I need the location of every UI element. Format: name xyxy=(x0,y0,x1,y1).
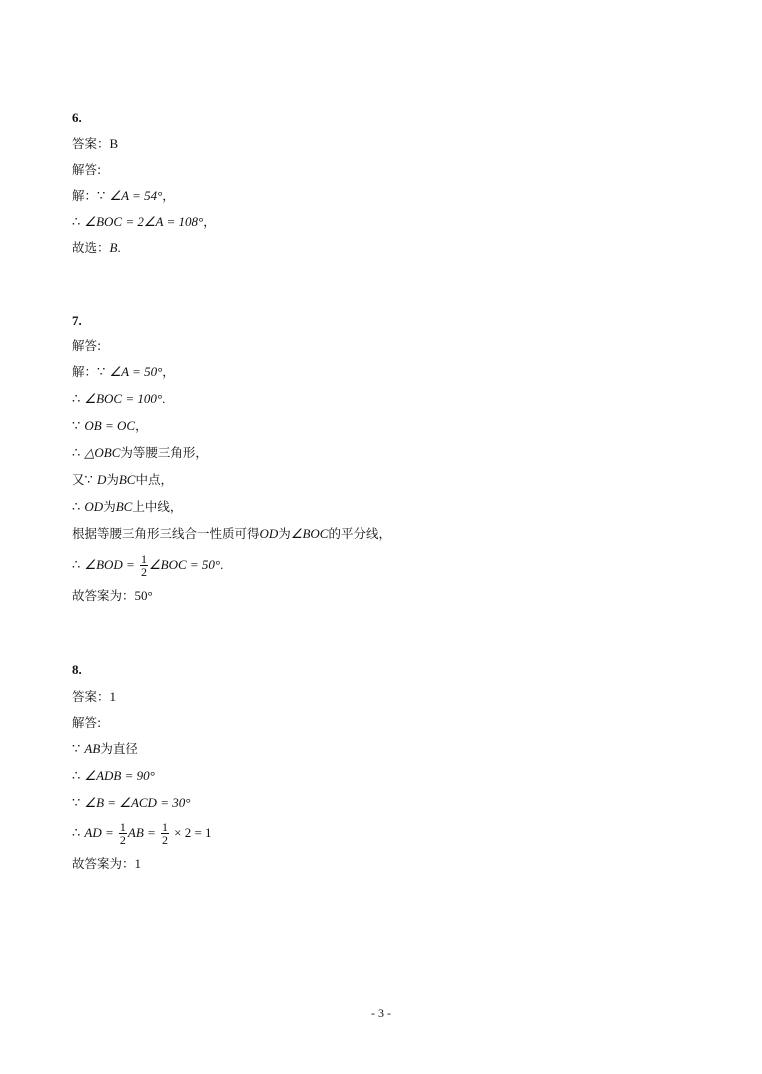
q8-line-2 xyxy=(72,768,155,785)
q7-l1-prefix: 解： xyxy=(72,364,98,379)
fraction-numerator: 1 xyxy=(140,552,147,566)
q7-number: 7. xyxy=(72,313,82,328)
therefore-symbol: ∴ xyxy=(72,768,81,783)
fraction-one-half xyxy=(119,821,127,846)
therefore-symbol: ∴ xyxy=(72,445,81,460)
because-symbol: ∵ xyxy=(72,418,81,433)
fraction-numerator: 1 xyxy=(161,820,168,834)
q7-l7-math-2: ∠BOC xyxy=(290,526,329,541)
fraction-denominator: 2 xyxy=(140,565,147,579)
q8-solution-label: 解答: xyxy=(72,715,102,730)
q6-line-1 xyxy=(72,188,175,205)
therefore-symbol: ∴ xyxy=(72,391,81,406)
q7-line-1 xyxy=(72,364,175,381)
q7-l7-text-3: 的平分线， xyxy=(328,526,391,541)
q8-answer-value: 1 xyxy=(109,689,117,704)
q6-l1-math: ∠A = 54° xyxy=(109,188,163,203)
q8-line-3 xyxy=(72,795,190,812)
q8-l4-math-1: AD = xyxy=(84,825,114,840)
q8-l3-math: ∠B = ∠ACD = 30° xyxy=(84,795,191,810)
q6-l3-tail: . xyxy=(117,240,121,255)
fraction-denominator: 2 xyxy=(161,833,168,847)
page-number: - 3 - xyxy=(371,1006,391,1020)
q7-l3-math: OB = OC xyxy=(84,418,136,433)
q7-l6-text-1: 为 xyxy=(103,499,116,514)
q8-l4-math-3: × 2 = 1 xyxy=(174,825,212,840)
q7-l5-prefix: 又 xyxy=(72,472,85,487)
q7-l8-math-2: ∠BOC = 50° xyxy=(148,557,221,572)
q6-l1-tail: ， xyxy=(162,188,175,203)
q7-line-3 xyxy=(72,418,148,435)
q8-l1-text: 为直径 xyxy=(100,741,138,756)
fraction-one-half xyxy=(161,821,169,846)
q8-line-5 xyxy=(72,856,141,873)
q7-l5-text-1: 为 xyxy=(106,472,119,487)
because-symbol: ∵ xyxy=(72,741,81,756)
q8-answer xyxy=(72,689,116,706)
because-symbol: ∵ xyxy=(97,364,106,379)
fraction-one-half xyxy=(140,553,148,578)
q7-l9-prefix: 故答案为： xyxy=(72,588,135,603)
q8-l2-math: ∠ADB = 90° xyxy=(84,768,155,783)
q7-line-2 xyxy=(72,391,165,408)
q8-answer-value-final: 1 xyxy=(134,856,142,871)
q7-l2-tail: . xyxy=(162,391,166,406)
q6-l3-math: B xyxy=(109,240,118,255)
q7-l8-math-1: ∠BOD = xyxy=(84,557,135,572)
q7-l6-math-2: BC xyxy=(115,499,133,514)
q7-line-6 xyxy=(72,499,182,516)
q7-line-7 xyxy=(72,526,391,543)
q7-l6-math-1: OD xyxy=(84,499,104,514)
q6-answer-label: 答案： xyxy=(72,136,110,151)
q7-line-9 xyxy=(72,588,153,605)
q7-l1-math: ∠A = 50° xyxy=(109,364,163,379)
q6-answer xyxy=(72,136,118,153)
q6-l1-prefix: 解： xyxy=(72,188,98,203)
q8-l5-prefix: 故答案为： xyxy=(72,856,135,871)
q6-number: 6. xyxy=(72,110,82,125)
q6-line-3 xyxy=(72,240,121,257)
q6-l3-prefix: 故选： xyxy=(72,240,110,255)
q8-number: 8. xyxy=(72,662,82,677)
therefore-symbol: ∴ xyxy=(72,825,81,840)
because-symbol: ∵ xyxy=(72,795,81,810)
q7-l1-tail: ， xyxy=(162,364,175,379)
q7-answer-value: 50° xyxy=(134,588,153,603)
q8-answer-label: 答案： xyxy=(72,689,110,704)
because-symbol: ∵ xyxy=(97,188,106,203)
therefore-symbol: ∴ xyxy=(72,557,81,572)
q7-l3-tail: ， xyxy=(135,418,148,433)
q7-l5-math-2: BC xyxy=(118,472,136,487)
q7-l7-text-1: 根据等腰三角形三线合一性质可得 xyxy=(72,526,260,541)
fraction-denominator: 2 xyxy=(119,833,126,847)
q8-l1-math: AB xyxy=(84,741,101,756)
q7-line-4 xyxy=(72,445,208,462)
q7-l4-math: △OBC xyxy=(84,445,121,460)
because-symbol: ∵ xyxy=(84,472,93,487)
therefore-symbol: ∴ xyxy=(72,499,81,514)
q8-line-4 xyxy=(72,820,212,847)
q7-l5-math-1: D xyxy=(96,472,107,487)
q7-l6-text-2: 上中线， xyxy=(132,499,183,514)
q7-l2-math: ∠BOC = 100° xyxy=(84,391,163,406)
fraction-numerator: 1 xyxy=(119,820,126,834)
q7-l8-tail: . xyxy=(220,557,224,572)
q7-l7-math-1: OD xyxy=(259,526,279,541)
q7-l7-text-2: 为 xyxy=(278,526,291,541)
q7-line-8 xyxy=(72,552,223,579)
q7-l4-text: 为等腰三角形， xyxy=(120,445,208,460)
q7-line-5 xyxy=(72,472,173,489)
q7-solution-label: 解答: xyxy=(72,338,102,353)
q8-l4-math-2: AB = xyxy=(127,825,156,840)
q7-l5-text-2: 中点， xyxy=(135,472,173,487)
q6-line-2 xyxy=(72,214,216,231)
q6-l2-math: ∠BOC = 2∠A = 108° xyxy=(84,214,204,229)
q6-answer-value: B xyxy=(109,136,119,151)
therefore-symbol: ∴ xyxy=(72,214,81,229)
q6-solution-label: 解答: xyxy=(72,162,102,177)
q8-line-1 xyxy=(72,741,138,758)
q6-l2-tail: ， xyxy=(203,214,216,229)
